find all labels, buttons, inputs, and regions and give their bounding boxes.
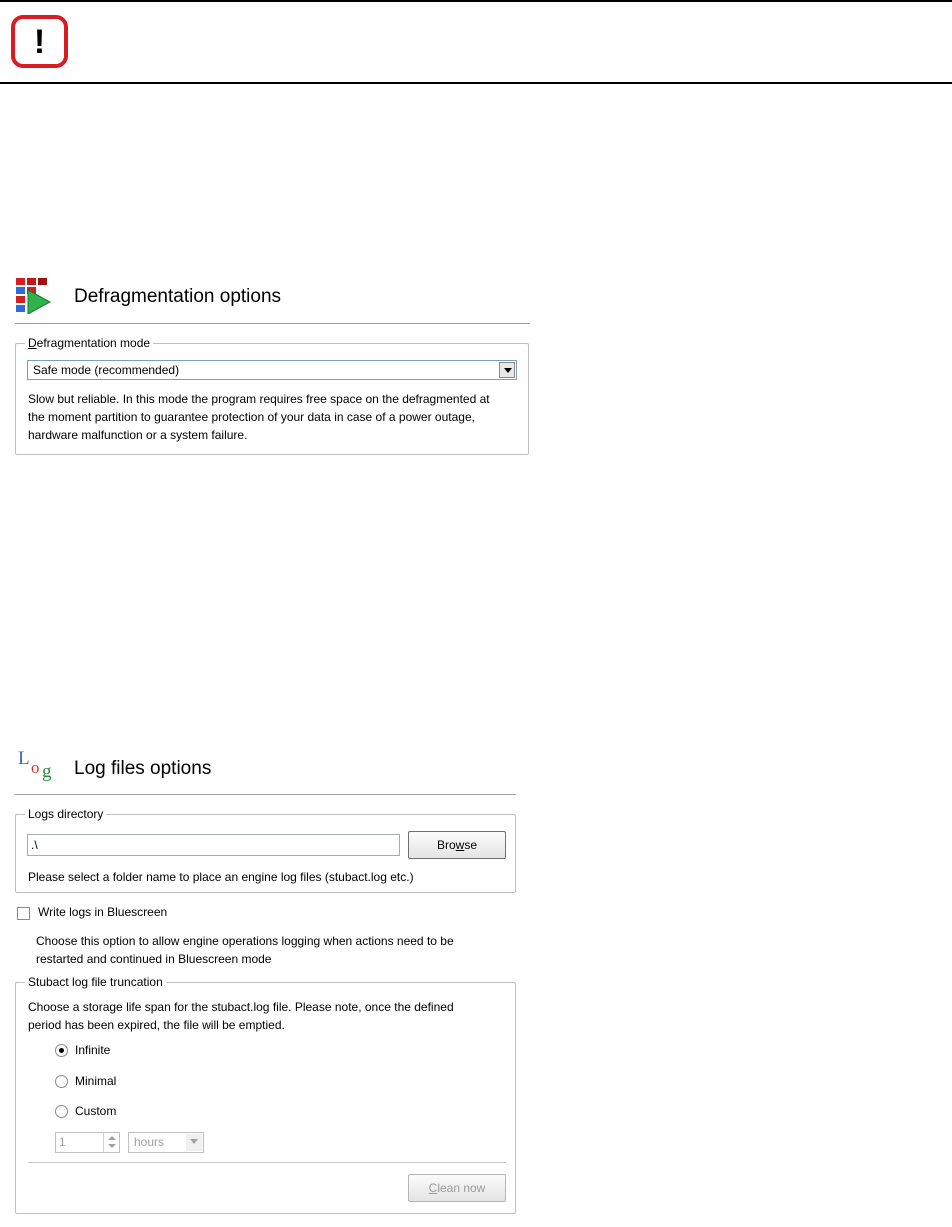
radio-minimal-label[interactable]: Minimal — [75, 1074, 117, 1088]
defragmentation-mode-group — [15, 336, 529, 455]
log-truncation-description: Choose a storage life span for the stubact.log file. Please note, once the defined period has been expired, the file will be emptied. — [28, 1000, 454, 1032]
write-logs-bluescreen-checkbox[interactable] — [17, 907, 30, 920]
logs-directory-hint: Please select a folder name to place an engine log files (stubact.log etc.) — [28, 870, 414, 884]
custom-period-stepper[interactable]: 1 — [55, 1132, 120, 1153]
defragmentation-mode-description: Slow but reliable. In this mode the program requires free space on the defragmented at the moment partition to guarantee protection of your data in case of a power outage, hardware malfunction or a system failure. — [28, 392, 490, 442]
write-logs-bluescreen-label[interactable]: Write logs in Bluescreen — [38, 905, 168, 919]
chevron-down-icon[interactable] — [186, 1134, 202, 1151]
chevron-down-icon[interactable] — [499, 362, 515, 378]
stepper-arrows-icon[interactable] — [103, 1133, 119, 1152]
radio-minimal[interactable] — [55, 1075, 68, 1088]
custom-period-unit-select[interactable]: hours — [128, 1132, 204, 1153]
defragmentation-divider — [15, 323, 530, 324]
defragmentation-title: Defragmentation options — [74, 286, 282, 307]
exclamation-icon — [11, 15, 68, 68]
radio-infinite-label[interactable]: Infinite — [75, 1043, 111, 1057]
radio-custom[interactable] — [55, 1105, 68, 1118]
exclamation-symbol: ! — [33, 22, 46, 61]
defragmentation-mode-value: Safe mode (recommended) — [33, 363, 180, 377]
logs-directory-legend: Logs directory — [25, 807, 106, 821]
log-truncation-legend: Stubact log file truncation — [25, 975, 166, 989]
log-files-divider — [15, 794, 516, 795]
log-truncation-group — [15, 975, 516, 1214]
logs-directory-input[interactable]: .\ — [27, 834, 400, 856]
radio-custom-label[interactable]: Custom — [75, 1104, 117, 1118]
logs-directory-group — [15, 807, 516, 893]
log-files-title: Log files options — [74, 758, 212, 779]
defragmentation-icon — [16, 278, 52, 314]
defragmentation-mode-legend: Defragmentation mode — [25, 336, 153, 350]
defragmentation-mode-select[interactable] — [27, 360, 517, 380]
log-files-icon: L o g — [18, 748, 52, 782]
top-rule — [0, 0, 952, 2]
alert-bottom-rule — [0, 82, 952, 84]
truncation-separator — [28, 1162, 506, 1163]
clean-now-button[interactable]: C lean now — [408, 1174, 506, 1202]
browse-button[interactable]: Bro w se — [408, 831, 506, 859]
radio-infinite[interactable] — [55, 1044, 68, 1057]
bluescreen-description: Choose this option to allow engine operations logging when actions need to be restarted and continued in Bluescreen mode — [36, 934, 454, 966]
